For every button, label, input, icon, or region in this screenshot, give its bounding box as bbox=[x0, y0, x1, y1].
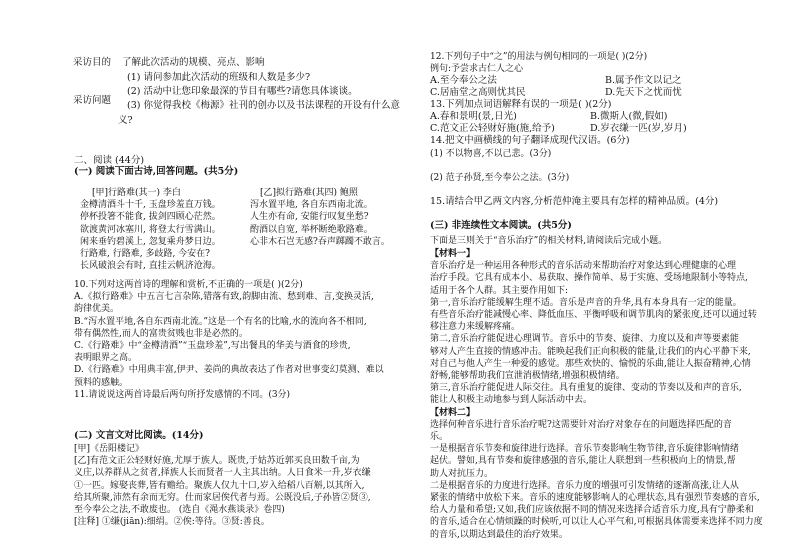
poem-jia-line: 金樽清酒斗十千, 玉盘珍羞直万钱。 bbox=[80, 200, 221, 211]
interview-question-2: (2) 活动中让您印象最深的节目有哪些?请您具体谈谈。 bbox=[127, 86, 358, 97]
interview-purpose-text: 了解此次活动的规模、亮点、影响 bbox=[122, 57, 265, 68]
q12-stem: 12.下列句子中“之”的用法与例句相同的一项是( )(2分) bbox=[430, 52, 648, 62]
material-1-line: 能让人积极主动地参与到人际活动中去。 bbox=[430, 395, 593, 406]
material-1-line: 第二,音乐治疗能促进心理调节。音乐中的节奏、旋律、力度以及和声等要素能 bbox=[430, 334, 739, 345]
material-1-line: 第三,音乐治疗能促进人际交往。具有重复的旋律、变动的节奏以及和声的音乐, bbox=[430, 383, 742, 394]
interview-purpose-label: 采访目的 bbox=[73, 57, 112, 68]
passage-yi-line: 至今奉公之法,不敢废也。 (选自《渑水燕谈录》卷四) bbox=[74, 505, 285, 516]
material-2-line: 助人对抗压力。 bbox=[430, 468, 494, 479]
q13-option-d: D.岁衣缣一匹(岁,岁月) bbox=[590, 123, 687, 134]
q14-sentence-2: (2) 范子孙贤,至今奉公之法。(3分) bbox=[430, 173, 570, 183]
material-1-line: 够对人产生直接的情感冲击。能唤起我们正向积极的能量,让我们的内心平静下来, bbox=[430, 346, 751, 357]
q10-option-c: C.《行路难》中“金樽清酒”“玉盘珍羞”,写出餐具的华美与酒食的珍贵, bbox=[74, 341, 351, 352]
poem-yi-line: 心非木石岂无感?吞声踯躅不敢言。 bbox=[250, 236, 390, 247]
q12-example: 例句:予尝求古仁人之心 bbox=[430, 64, 524, 75]
poem-jia bbox=[80, 187, 221, 272]
q14-sentence-1: (1) 不以物喜,不以己悲。(3分) bbox=[430, 149, 552, 159]
material-1-line: 舒畅,能够帮助我们宣泄消极情绪,增强积极情绪。 bbox=[430, 371, 625, 382]
material-2-line: 的音乐,适合在心情烦躁的时候听,可以让人心平气和,可根据具体需要来选择不同力度 bbox=[430, 517, 763, 528]
poem-jia-line: 停杯投箸不能食, 拔剑四顾心茫然。 bbox=[80, 212, 221, 223]
part-2-title: (二) 文言文对比阅读。(14分) bbox=[74, 430, 204, 441]
question-15: 15.请结合甲乙两文内容,分析范仲淹主要具有怎样的精神品质。(4分) bbox=[430, 196, 719, 207]
question-10 bbox=[74, 279, 384, 401]
interview-questions-label: 采访问题 bbox=[73, 95, 112, 106]
poem-jia-line: 长风破浪会有时, 直挂云帆济沧海。 bbox=[80, 261, 221, 272]
q13-option-a: A.春和景明(景,日光) bbox=[430, 111, 517, 122]
q12-option-c: C.居庙堂之高则忧其民 bbox=[430, 87, 526, 98]
question-11: 11.请说说这两首诗最后两句所抒发感情的不同。(3分) bbox=[74, 389, 291, 400]
q12-option-d: D.先天下之忧而忧 bbox=[605, 87, 682, 98]
passage-jia: [甲]《岳阳楼记》 bbox=[74, 444, 145, 454]
q10-option-d: D.《行路难》中用典丰富,伊尹、姜尚的典故表达了作者对世事变幻莫测、难以 bbox=[74, 365, 384, 376]
passage-notes: [注释] ①缣(jiān):细绢。②俟:等待。③贤:善良。 bbox=[74, 517, 270, 528]
material-2-line: 给人力量和希望;又如,我们应该依据不同的情况来选择合适音乐力度,具有宁静柔和 bbox=[430, 505, 754, 516]
q10-stem: 10.下列对这两首诗的理解和赏析,不正确的一项是( )(2分) bbox=[74, 280, 303, 290]
poem-jia-title: [甲]行路难(其一) 李白 bbox=[92, 188, 181, 198]
interview-question-3-cont: 义? bbox=[118, 115, 133, 126]
section-2-title: 二、阅读 (44分) bbox=[74, 155, 145, 166]
material-2-line: 乐。 bbox=[430, 432, 449, 443]
poem-jia-line: 欲渡黄河冰塞川, 将登太行雪满山。 bbox=[80, 224, 221, 235]
passage-yi-line: ①一匹。嫁娶丧葬,皆有赡给。聚族人仅九十口,岁入给稻八百斛,以其所入, bbox=[74, 480, 365, 491]
material-1-line: 适用于各个人群。其主要作用如下: bbox=[430, 285, 569, 296]
q10-option-b-cont: 带有偶然性,而人的富贵贫贱也非是必然的。 bbox=[74, 328, 248, 339]
q13-option-b: B.微斯人(微,假如) bbox=[590, 111, 668, 122]
q10-option-a-cont: 韵律优美。 bbox=[74, 304, 120, 315]
material-1-line: 治疗手段。它具有成本小、易获取、操作简单、易于实施、受场地限制小等特点, bbox=[430, 273, 748, 284]
material-2-line: 紧张的情绪中放松下来。音乐的速度能够影响人的心理状态,具有强烈节奏感的音乐, bbox=[430, 493, 760, 504]
part-3-intro: 下面是三则关于“音乐治疗”的相关材料,请阅读后完成小题。 bbox=[430, 236, 668, 246]
q13-stem: 13.下列加点词语解释有误的一项是( )(2分) bbox=[430, 99, 612, 110]
material-1-line: 有些音乐治疗能减慢心率、降低血压、平衡呼吸和调节肌肉的紧张度,还可以通过转 bbox=[430, 310, 757, 321]
poem-jia-line: 闲来垂钓碧溪上, 忽复乘舟梦日边。 bbox=[80, 236, 221, 247]
material-1-line: 移注意力来缓解疼痛。 bbox=[430, 322, 521, 333]
interview-question-1: (1) 请问参加此次活动的班级和人数是多少? bbox=[127, 72, 311, 83]
material-2-line: 二是根据音乐的力度进行选择。音乐力度的增强可引发情绪的逐渐高涨,让人从 bbox=[430, 480, 739, 491]
material-1-title: 【材料一】 bbox=[430, 249, 476, 259]
passage-yi-line: 义庄,以养群从之贫者,择族人长而贤者一人主其出纳。人日食米一升,岁衣缣 bbox=[74, 468, 371, 479]
material-2-title: 【材料二】 bbox=[430, 407, 476, 418]
poem-yi-title: [乙]拟行路难(其四) 鲍照 bbox=[260, 188, 358, 198]
q12-option-a: A.至今奉公之法 bbox=[430, 75, 497, 86]
part-3-title: (三) 非连续性文本阅读。(共5分) bbox=[430, 220, 572, 231]
material-1-line: 第一,音乐治疗能缓解生理不适。音乐是声音的升华,具有本身具有一定的能量。 bbox=[430, 297, 742, 308]
q10-option-c-cont: 表明眼界之高。 bbox=[74, 353, 138, 364]
material-2-line: 的音乐,以期达到最佳的治疗效果。 bbox=[430, 529, 568, 540]
q13-option-c: C.范文正公轻财好施(施,给予) bbox=[430, 123, 555, 134]
part-1-title: (一) 阅读下面古诗,回答问题。(共5分) bbox=[74, 166, 239, 177]
q10-option-b: B.“泻水置平地,各自东西南北流。”这是一个有名的比喻,水的流向各不相同, bbox=[74, 316, 367, 327]
material-1-line: 音乐治疗是一种运用各种形式的音乐活动来帮助治疗对象达到心理健康的心理 bbox=[430, 261, 737, 272]
q14-stem: 14.把文中画横线的句子翻译成现代汉语。(6分) bbox=[430, 135, 630, 146]
passage-yi-line: 给其所聚,沛然有余而无穷。仕而家居俟代者与焉。公既没后,子孙皆②贤③, bbox=[74, 492, 371, 503]
material-2-line: 一是根据音乐节奏和旋律进行选择。音乐节奏影响生物节律,音乐旋律影响情绪 bbox=[430, 444, 739, 455]
classical-passage bbox=[74, 443, 371, 528]
material-2-line: 起伏。譬如,具有节奏和旋律感强的音乐,能让人联想到一些积极向上的情景,帮 bbox=[430, 456, 736, 467]
poem-yi-line: 酌酒以自宽, 举杯断绝歌路难。 bbox=[250, 224, 373, 235]
interview-question-3: (3) 你觉得我校《梅源》社刊的创办以及书法课程的开设有什么意 bbox=[127, 100, 400, 111]
poem-yi bbox=[250, 187, 390, 248]
poem-yi-line: 泻水置平地, 各自东西南北流。 bbox=[250, 200, 373, 211]
material-1 bbox=[430, 248, 763, 541]
passage-yi-line: [乙]有范文正公轻财好施,尤厚于族人。既贵,于姑苏近郭买良田数千亩,为 bbox=[74, 456, 360, 467]
material-2-line: 选择何种音乐进行音乐治疗呢?这需要针对治疗对象存在的问题选择匹配的音 bbox=[430, 419, 732, 430]
question-12 bbox=[430, 51, 647, 75]
material-1-line: 对自己与他人产生一种爱的感觉。那些欢快的、愉悦的乐曲,能让人振奋精神,心情 bbox=[430, 358, 751, 369]
q12-option-b: B.属予作文以记之 bbox=[605, 75, 682, 86]
q10-option-a: A.《拟行路难》中五言七言杂陈,错落有致,韵脚由流、愁到难、言,变换灵活, bbox=[74, 292, 374, 303]
q10-option-d-cont: 预料的感触。 bbox=[74, 377, 129, 388]
poem-yi-line: 人生亦有命, 安能行叹复坐愁? bbox=[250, 212, 369, 223]
poem-jia-line: 行路难, 行路难, 多歧路, 今安在? bbox=[80, 249, 210, 260]
